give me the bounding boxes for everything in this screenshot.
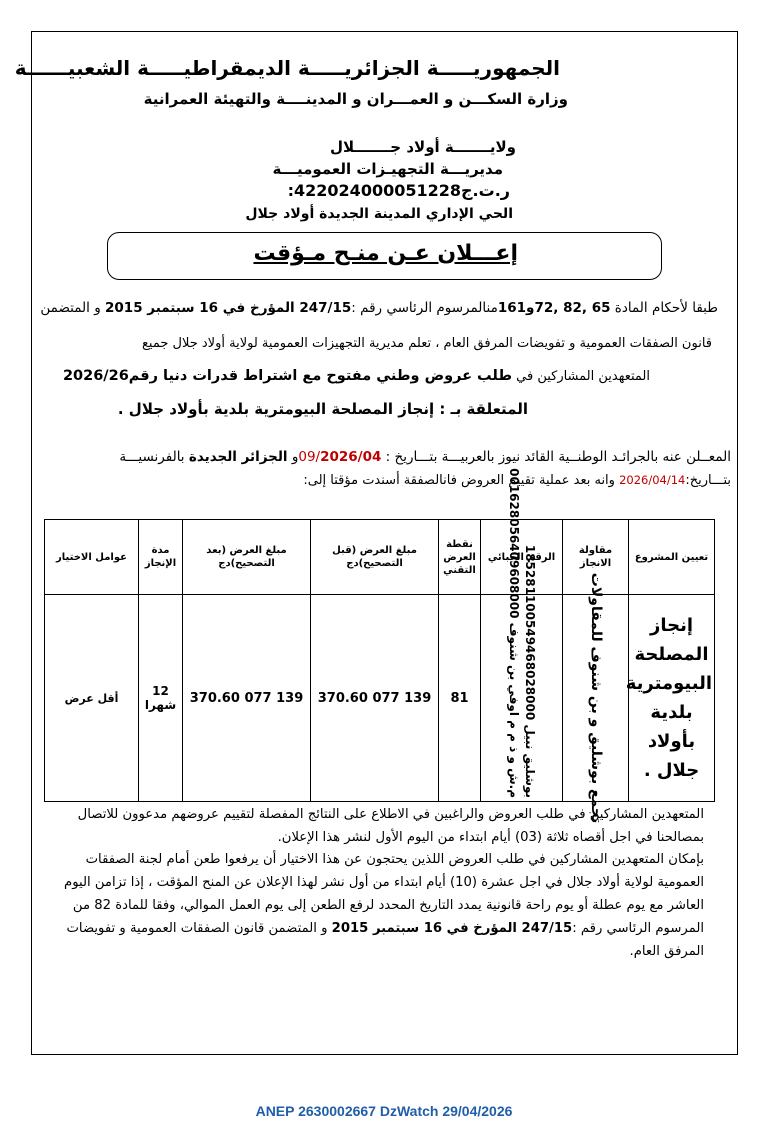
table-row	[45, 595, 715, 802]
body-text: بإمكان المتعهدين المشاركين في طلب العروض اللذين يحتجون عن هذا الاختيار أن يرفعوا طعن أمام لجنة الصفقات العمومية لولاية أولاد جلال في اجل عشرة (10) أيام ابتداء من أول نشر لهذا الإعلان عن المنح المؤقت ، إذا تزامن اليوم العاشر مع يوم عطلة أو يوم راحة قانونية يمدد التاريخ المحدد لرفع الطعن إلى يوم العمل الموالي، وفقا للمادة 82 من المرسوم الرئاسي رقم :	[64, 852, 704, 936]
cell-criteria: أقل عرض	[45, 595, 139, 802]
intro-text: المتعهدين المشاركين في	[512, 369, 650, 384]
contractor-text: تجمع بوشليق و بن شنوف للمقاولات	[587, 572, 604, 824]
date-fr: 2026/04/14	[619, 473, 686, 487]
publication-line-1	[119, 449, 731, 465]
tax-registration-number: ر.ت.ج422024000051228:	[287, 181, 510, 200]
date-ar-day: 09/	[298, 449, 321, 465]
cell-score: 81	[439, 595, 481, 802]
directorate-heading: مديريـــة التجهيـزات العموميـــة	[272, 160, 503, 178]
body-text: و المتضمن قانون الصفقات العمومية و تفويضات المرفق العام.	[66, 921, 704, 959]
header-amount-after: مبلغ العرض (بعد التصحيح)دج	[183, 520, 311, 595]
body-paragraph-1: المتعهدين المشاركين في طلب العروض والراغبين في الاطلاع على النتائج المفصلة لتقييم عروضهم مدعوون للاتصال بمصالحنا في اجل أقصاه ثلاثة (03) أيام ابتداء من اليوم الأول لنشر هذا الإعلان.	[77, 807, 704, 845]
footer-reference: ANEP 2630002667 DzWatch 29/04/2026	[255, 1103, 513, 1119]
intro-line-3	[63, 368, 650, 384]
decree-ref-2: 247/15 المؤرخ في 16 سبتمبر 2015	[331, 921, 573, 936]
pub-text: المعــلن عنه بالجرائـد الوطنــية القائد نيوز بالعربيـــة بتـــاريخ :	[381, 449, 731, 465]
pub-text: و	[287, 449, 299, 465]
header-amount-before: مبلغ العرض (قبل التصحيح)دج	[311, 520, 439, 595]
header-score: نقطة العرض التقني	[439, 520, 481, 595]
header-tax-id: الرقم الجبائي	[481, 520, 563, 595]
address-line: الحي الإداري المدينة الجديدة أولاد جلال	[245, 206, 513, 222]
pub-text: بتـــاريخ:	[685, 473, 731, 488]
header-contractor: مقاولة الانجاز	[563, 520, 629, 595]
tax-id-1: بوشليق نبيل 185281100549468028000	[522, 544, 537, 798]
tax-id-2: م.ش و ذ م م اوفي بن شنوف 001628056409608000	[506, 468, 521, 798]
cell-project: إنجاز المصلحة البيومترية بلدية بأولاد جلال .	[629, 595, 715, 802]
articles: 65 ,82 ,72و161	[497, 300, 611, 316]
decree-ref: 247/15 المؤرخ في 16 سبتمبر 2015	[105, 300, 352, 316]
intro-line-2: قانون الصفقات العمومية و تفويضات المرفق العام ، تعلم مديرية التجهيزات العمومية لولاية أولاد جلال جميع	[142, 336, 712, 351]
table-header-row	[45, 520, 715, 595]
intro-text: طبقا لأحكام المادة	[610, 300, 718, 316]
intro-text: منالمرسوم الرئاسي رقم :	[351, 300, 498, 316]
tender-ref: طلب عروض وطني مفتوح مع اشتراط قدرات دنيا رقم2026/26	[62, 368, 512, 384]
subject-line: المتعلقة بـ : إنجاز المصلحة البيومترية بلدية بأولاد جلال .	[117, 400, 528, 418]
announcement-title: إعـــلان عـن منـح مـؤقت	[253, 241, 518, 266]
cell-amount-before: 139 077 370.60	[311, 595, 439, 802]
pub-text: وانه بعد عملية تقييم العروض فانالصفقة أسندت مؤقتا إلى:	[303, 473, 620, 488]
cell-amount-after: 139 077 370.60	[183, 595, 311, 802]
header-project: تعيين المشروع	[629, 520, 715, 595]
body-paragraph-2	[64, 848, 704, 963]
tax-id-block	[506, 468, 538, 798]
wilaya-heading: ولايـــــــة أولاد جـــــــلال	[330, 138, 516, 156]
ministry-heading: وزارة السكـــن و العمـــران و المدينــــة والتهيئة العمرانية	[143, 90, 568, 108]
header-criteria: عوامل الاختيار	[45, 520, 139, 595]
pub-text: بالفرنسيـــة	[119, 449, 189, 465]
header-duration: مدة الإنجاز	[139, 520, 183, 595]
cell-contractor	[563, 572, 629, 824]
paper-fr: الجزائر الجديدة	[188, 449, 288, 465]
intro-line-1	[40, 300, 718, 316]
republic-heading: الجمهوريـــــة الجزائريـــــة الديمقراطيـــــة الشعبيــــــة	[14, 56, 560, 80]
cell-duration: 12 شهرا	[139, 595, 183, 802]
intro-text: و المتضمن	[40, 300, 106, 316]
date-ar: 2026/04	[320, 449, 382, 465]
